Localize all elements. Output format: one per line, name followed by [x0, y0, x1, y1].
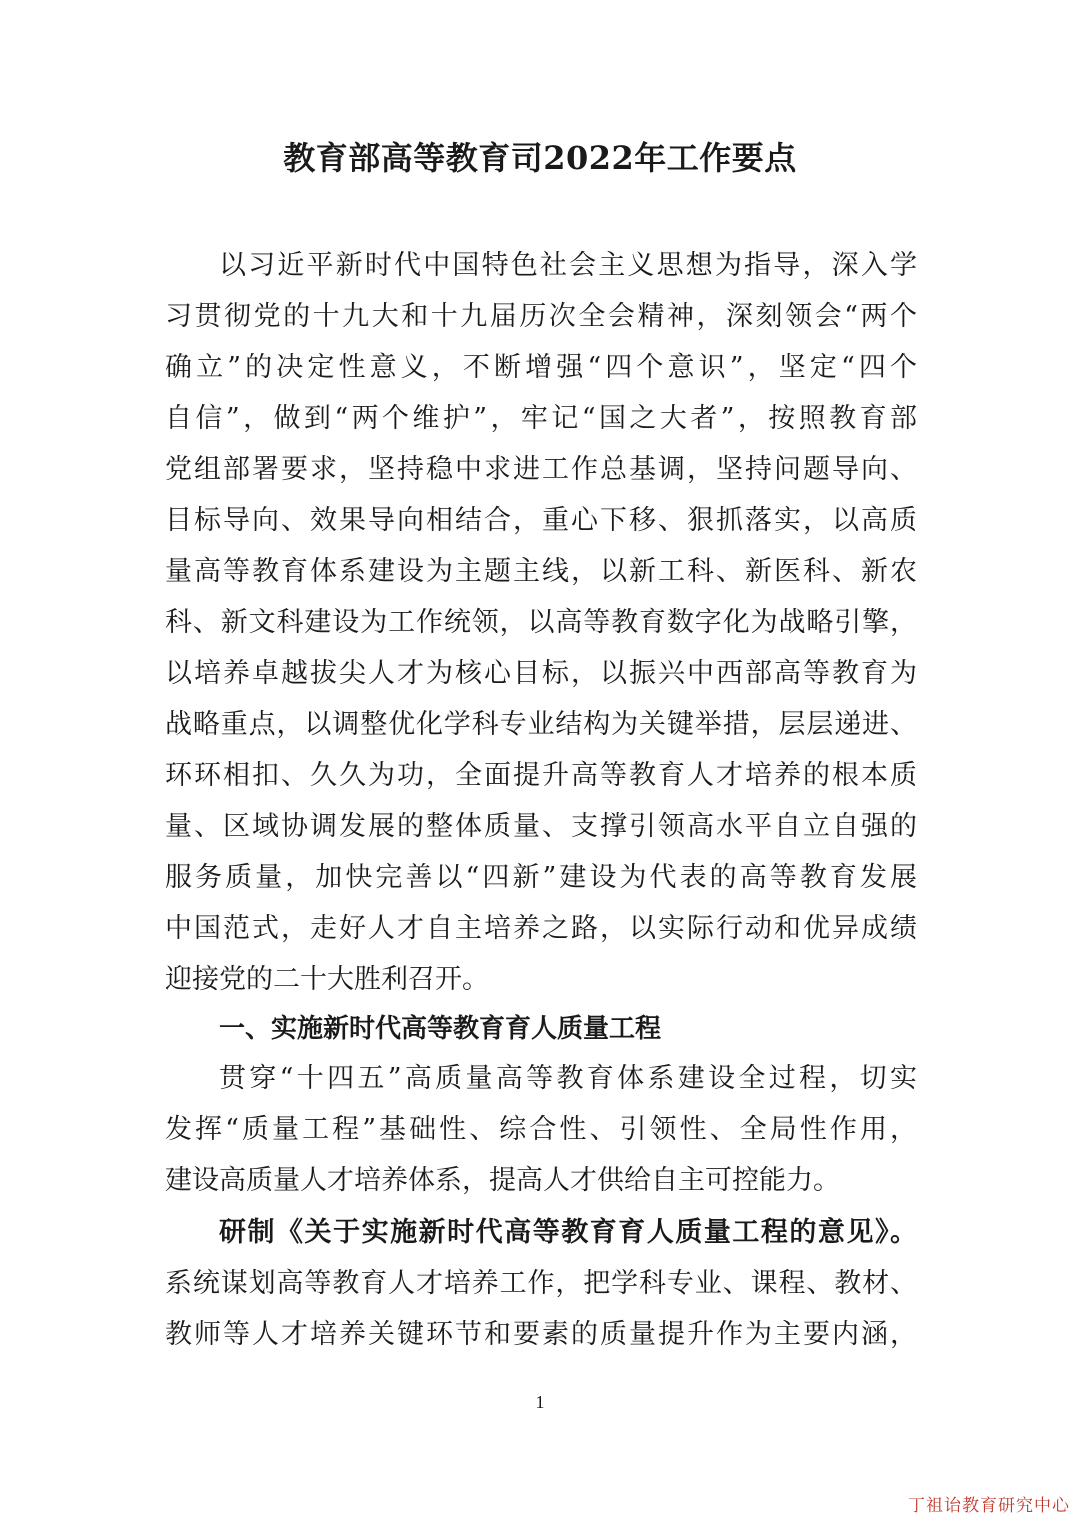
paragraph-line: 战略重点，以调整优化学科专业结构为关键举措，层层递进、: [165, 709, 917, 740]
paragraph-line: 中国范式，走好人才自主培养之路，以实际行动和优异成绩: [165, 913, 917, 944]
paragraph-line: 建设高质量人才培养体系，提高人才供给自主可控能力。: [165, 1165, 840, 1196]
paragraph-line: 以习近平新时代中国特色社会主义思想为指导，深入学: [219, 250, 917, 281]
paragraph-line: 系统谋划高等教育人才培养工作，把学科专业、课程、教材、: [165, 1268, 917, 1299]
paragraph-line: 迎接党的二十大胜利召开。: [165, 964, 489, 995]
paragraph-line: 量、区域协调发展的整体质量、支撑引领高水平自立自强的: [165, 811, 917, 842]
paragraph-line: 环环相扣、久久为功，全面提升高等教育人才培养的根本质: [165, 760, 917, 791]
paragraph-line: 发挥“质量工程”基础性、综合性、引领性、全局性作用，: [165, 1114, 917, 1145]
paragraph-line: 服务质量，加快完善以“四新”建设为代表的高等教育发展: [165, 862, 917, 893]
page-number: 1: [535, 1392, 545, 1412]
paragraph-line: 自信”，做到“两个维护”，牢记“国之大者”，按照教育部: [165, 403, 917, 434]
watermark: 丁祖诒教育研究中心: [908, 1496, 1070, 1516]
paragraph-line: 党组部署要求，坚持稳中求进工作总基调，坚持问题导向、: [165, 454, 917, 485]
paragraph-line: 量高等教育体系建设为主题主线，以新工科、新医科、新农: [165, 556, 917, 587]
item-bold-lead: 研制《关于实施新时代高等教育育人质量工程的意见》。: [219, 1217, 917, 1248]
paragraph-line: 贯穿“十四五”高质量高等教育体系建设全过程，切实: [219, 1063, 917, 1094]
paragraph-line: 目标导向、效果导向相结合，重心下移、狠抓落实，以高质: [165, 505, 917, 536]
paragraph-line: 教师等人才培养关键环节和要素的质量提升作为主要内涵，: [165, 1319, 917, 1350]
paragraph-line: 习贯彻党的十九大和十九届历次全会精神，深刻领会“两个: [165, 301, 917, 332]
paragraph-line: 确立”的决定性意义，不断增强“四个意识”，坚定“四个: [165, 352, 917, 383]
paragraph-line: 以培养卓越拔尖人才为核心目标，以振兴中西部高等教育为: [165, 658, 917, 689]
paragraph-line: 科、新文科建设为工作统领，以高等教育数字化为战略引擎，: [165, 607, 917, 638]
section-heading: 一、实施新时代高等教育育人质量工程: [219, 1014, 662, 1044]
document-title: 教育部高等教育司2022年工作要点: [283, 139, 797, 177]
